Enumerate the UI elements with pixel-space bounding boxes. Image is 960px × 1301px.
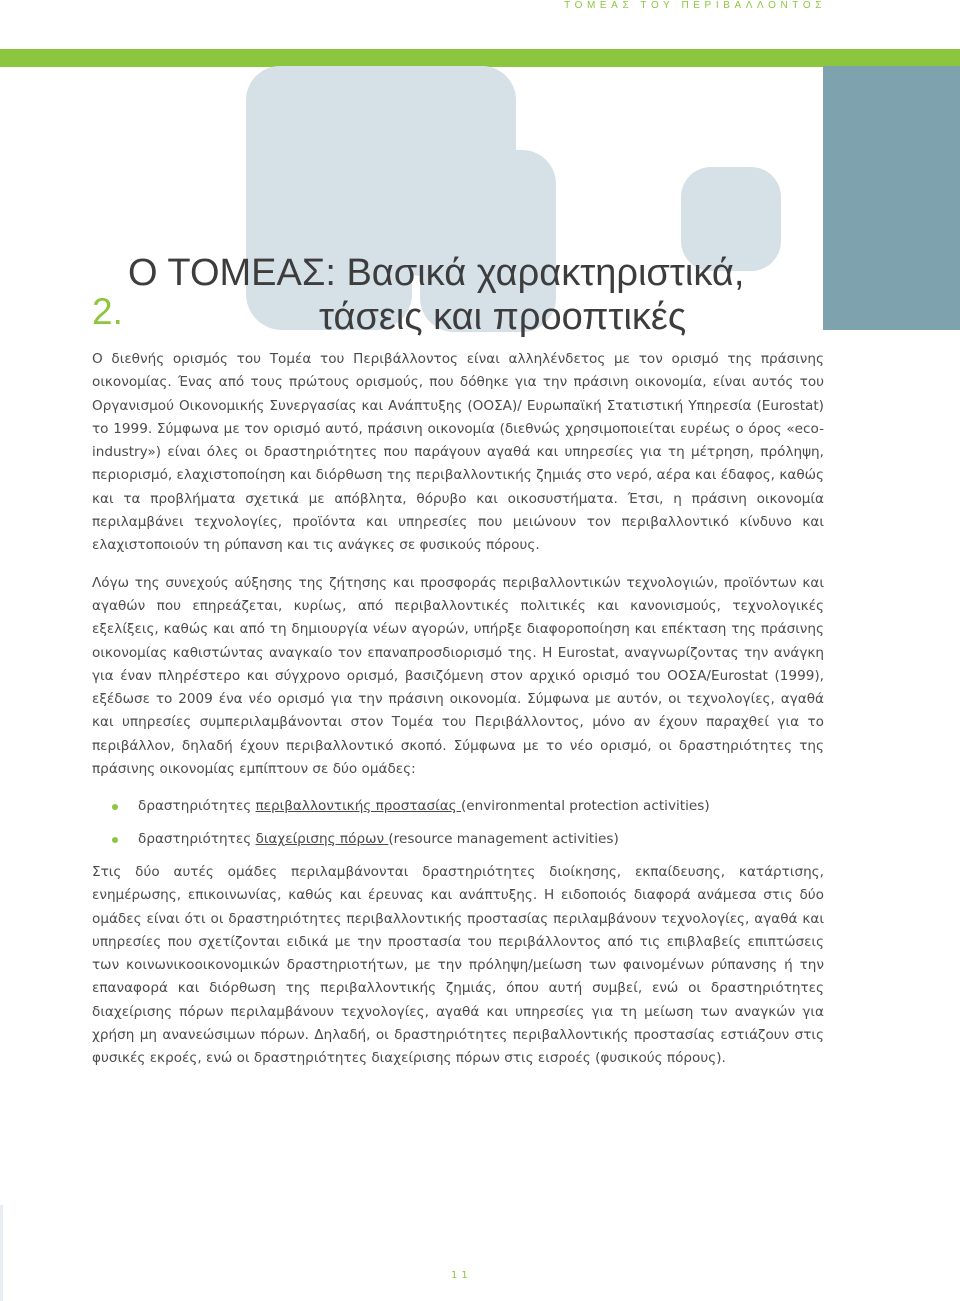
running-header: ΤΟΜΕΑΣ ΤΟΥ ΠΕΡΙΒΑΛΛΟΝΤΟΣ [564, 0, 826, 11]
bullet-icon [112, 804, 118, 810]
activity-groups-list [92, 795, 824, 851]
header-band [0, 49, 960, 67]
margin-line [0, 1205, 3, 1301]
page-number: 11 [451, 1270, 472, 1281]
list-item [92, 795, 824, 818]
list-item [92, 828, 824, 851]
bullet-icon [112, 837, 118, 843]
chapter-number: 2. [92, 291, 123, 332]
list-item-prefix: δραστηριότητες [138, 830, 256, 847]
chapter-title-line1: Ο ΤΟΜΕΑΣ: Βασικά χαρακτηριστικά, [128, 252, 745, 294]
tile-dark-right [823, 66, 960, 330]
list-item-prefix: δραστηριότητες [138, 798, 256, 815]
list-item-suffix: (resource management activities) [388, 830, 619, 847]
chapter-title-line2: τάσεις και προοπτικές [319, 296, 687, 338]
list-item-suffix: (environmental protection activities) [460, 798, 710, 815]
paragraph-1: Ο διεθνής ορισμός του Τομέα του Περιβάλλοντος είναι αλληλένδετος με τον ορισμό της πράσινης οικονομίας. Ένας από τους πρώτους ορισμούς, που δόθηκε για την πράσινη οικονομία, είναι αυτός του Οργανισμού Οικονομικής Συνεργασίας και Ανάπτυξης (ΟΟΣΑ)/ Ευρωπαϊκή Στατιστική Υπηρεσία (Eurostat) το 1999. Σύμφωνα με τον ορισμό αυτό, πράσινη οικονομία (διεθνώς χρησιμοποιείται ευρέως ο όρος «eco-industry») είναι όλες οι δραστηριότητες που παράγουν αγαθά και υπηρεσίες για τη μέτρηση, πρόληψη, περιορισμό, ελαχιστοποίηση και διόρθωση της περιβαλλοντικής ζημιάς στο νερό, αέρα και έδαφος, καθώς και τα προβλήματα σχετικά με απόβλητα, θόρυβο και οικοσυστήματα. Έτσι, η πράσινη οικονομία περιλαμβάνει τεχνολογίες, προϊόντα και υπηρεσίες που μειώνουν τον περιβαλλοντικό κίνδυνο και ελαχιστοποιούν τη ρύπανση και τις ανάγκες σε φυσικούς πόρους. [92, 351, 824, 554]
list-item-term: περιβαλλοντικής προστασίας [255, 798, 461, 815]
body-text [92, 348, 824, 1085]
list-item-term: διαχείρισης πόρων [255, 830, 389, 847]
paragraph-3: Στις δύο αυτές ομάδες περιλαμβάνονται δραστηριότητες διοίκησης, εκπαίδευσης, κατάρτισης, ενημέρωσης, επικοινωνίας, καθώς και έρευνας και ανάπτυξης. Η ειδοποιός διαφορά ανάμεσα στις δύο ομάδες είναι ότι οι δραστηριότητες περιβαλλοντικής προστασίας περιλαμβάνουν τεχνολογίες, αγαθά και υπηρεσίες που σχετίζονται ειδικά με την προστασία του περιβάλλοντος από τις επιβλαβείς επιπτώσεις των κοινωνικοοικονομικών δραστηριοτήτων, με την πρόληψη/μείωση των φαινομένων ρύπανσης ή την επαναφορά και διόρθωση της περιβαλλοντικής ζημιάς, όπου αυτή συμβεί, ενώ οι δραστηριότητες διαχείρισης πόρων περιλαμβάνουν τεχνολογίες, αγαθά και υπηρεσίες για τη μείωση των αναγκών για χρήση μη ανανεώσιμων πόρων. Δηλαδή, οι δραστηριότητες περιβαλλοντικής προστασίας εστιάζουν στις φυσικές εκροές, ενώ οι δραστηριότητες διαχείρισης πόρων στις εισροές (φυσικούς πόρους). [92, 863, 824, 1067]
paragraph-2: Λόγω της συνεχούς αύξησης της ζήτησης και προσφοράς περιβαλλοντικών τεχνολογιών, προϊόντων και αγαθών που επηρεάζεται, κυρίως, από περιβαλλοντικές πολιτικές και κανονισμούς, τεχνολογικές εξελίξεις, καθώς και από τη δημιουργία νέων αγορών, υπήρξε διαφοροποίηση και επέκταση της πράσινης οικονομίας καθιστώντας αναγκαίο τον επαναπροσδιορισμό της. Η Eurostat, αναγνωρίζοντας την ανάγκη για έναν πληρέστερο και σύγχρονο ορισμό, βασιζόμενη στον αρχικό ορισμό του ΟΟΣΑ/Eurostat (1999), εξέδωσε το 2009 ένα νέο ορισμό για την πράσινη οικονομία. Σύμφωνα με αυτόν, οι τεχνολογίες, αγαθά και υπηρεσίες συμπεριλαμβάνονται στον Τομέα του Περιβάλλοντος, μόνο αν έχουν παραχθεί για το περιβάλλον, δηλαδή έχουν περιβαλλοντικό σκοπό. Σύμφωνα με το νέο ορισμό, οι δραστηριότητες της πράσινης οικονομίας εμπίπτουν σε δύο ομάδες: [92, 574, 824, 778]
